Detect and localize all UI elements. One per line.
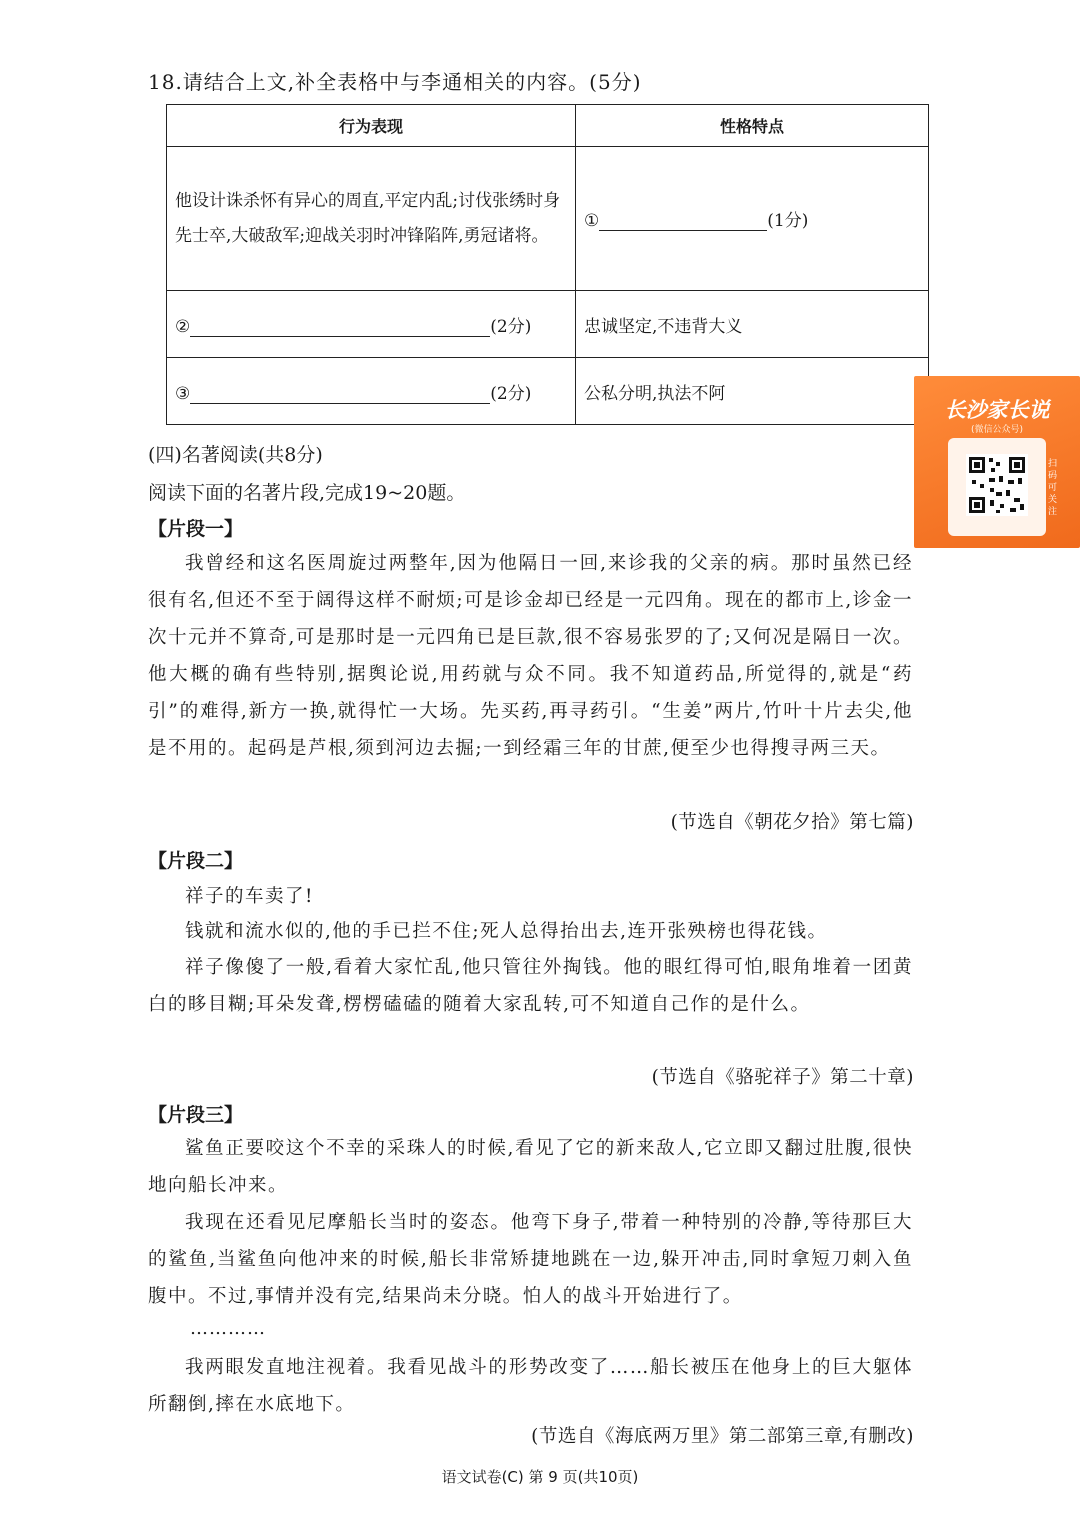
blank-number: ① (584, 211, 600, 231)
fragment3-source: (节选自《海底两万里》第二部第三章,有删改) (531, 1426, 914, 1447)
table-header-row (167, 105, 929, 147)
table-row (167, 358, 929, 425)
blank-score: (2分) (490, 383, 532, 404)
fragment1-source: (节选自《朝花夕拾》第七篇) (670, 812, 914, 833)
table-row (167, 291, 929, 358)
row2-behavior (167, 291, 576, 358)
header-trait: 性格特点 (576, 105, 929, 147)
ad-side-text: 扫码可关注 (1048, 459, 1058, 517)
fragment2-source: (节选自《骆驼祥子》第二十章) (651, 1067, 914, 1088)
section-heading: (四)名著阅读(共8分) (148, 444, 323, 466)
fragment2-label: 【片段二】 (148, 850, 244, 872)
fragment2-p2: 钱就和流水似的,他的手已拦不住;死人总得抬出去,连开张殃榜也得花钱。 (185, 921, 828, 942)
row3-trait: 公私分明,执法不阿 (576, 358, 929, 425)
answer-blank-3[interactable] (190, 385, 490, 404)
blank-score: (1分) (767, 211, 809, 231)
row2-trait: 忠诚坚定,不违背大义 (576, 291, 929, 358)
answer-blank-2[interactable] (190, 318, 490, 337)
fragment3-p1: 鲨鱼正要咬这个不幸的采珠人的时候,看见了它的新来敌人,它立即又翻过肚腹,很快地向船长冲来。 (148, 1138, 913, 1196)
fragment3-ellipsis: ………… (190, 1318, 266, 1339)
ad-banner[interactable] (914, 376, 1080, 548)
fragment2-p1: 祥子的车卖了! (185, 886, 314, 907)
row1-behavior: 他设计诛杀怀有异心的周直,平定内乱;讨伐张绣时身先士卒,大破敌军;迎战关羽时冲锋陷阵,勇冠诸将。 (167, 147, 576, 291)
table-row (167, 147, 929, 291)
row1-trait (576, 147, 929, 291)
fragment1-label: 【片段一】 (148, 518, 244, 540)
row3-behavior (167, 358, 576, 425)
answer-table (166, 104, 929, 425)
ad-subtitle: (微信公众号) (970, 425, 1024, 435)
page-footer: 语文试卷(C) 第 9 页(共10页) (441, 1468, 639, 1486)
fragment1-text: 我曾经和这名医周旋过两整年,因为他隔日一回,来诊我的父亲的病。那时虽然已经很有名,但还不至于阔得这样不耐烦;可是诊金却已经是一元四角。现在的都市上,诊金一次十元并不算奇,可是那时是一元四角已是巨款,很不容易张罗的了;又何况是隔日一次。他大概的确有些特别,据舆论说,用药就与众不同。我不知道药品,所觉得的,就是“药引”的难得,新方一换,就得忙一大场。先买药,再寻药引。“生姜”两片,竹叶十片去尖,他是不用的。起码是芦根,须到河边去掘;一到经霜三年的甘蔗,便至少也得搜寻两三天。 (148, 553, 913, 759)
blank-number: ③ (175, 383, 191, 404)
ad-title: 长沙家长说 (944, 398, 1050, 422)
qr-code-icon[interactable] (966, 454, 1028, 516)
question-title: 18.请结合上文,补全表格中与李通相关的内容。(5分) (148, 70, 642, 94)
fragment2-p3: 祥子像傻了一般,看着大家忙乱,他只管往外掏钱。他的眼红得可怕,眼角堆着一团黄白的眵目糊;耳朵发聋,楞楞磕磕的随着大家乱转,可不知道自己作的是什么。 (148, 957, 913, 1015)
header-behavior: 行为表现 (167, 105, 576, 147)
section-instruction: 阅读下面的名著片段,完成19~20题。 (148, 482, 466, 504)
answer-blank-1[interactable] (599, 212, 767, 231)
fragment3-label: 【片段三】 (148, 1104, 244, 1126)
blank-score: (2分) (490, 316, 532, 337)
blank-number: ② (175, 316, 191, 337)
fragment3-p3: 我两眼发直地注视着。我看见战斗的形势改变了……船长被压在他身上的巨大躯体所翻倒,摔在水底地下。 (148, 1357, 913, 1415)
fragment3-p2: 我现在还看见尼摩船长当时的姿态。他弯下身子,带着一种特别的冷静,等待那巨大的鲨鱼,当鲨鱼向他冲来的时候,船长非常矫捷地跳在一边,躲开冲击,同时拿短刀刺入鱼腹中。不过,事情并没有完,结果尚未分晓。怕人的战斗开始进行了。 (148, 1212, 913, 1307)
